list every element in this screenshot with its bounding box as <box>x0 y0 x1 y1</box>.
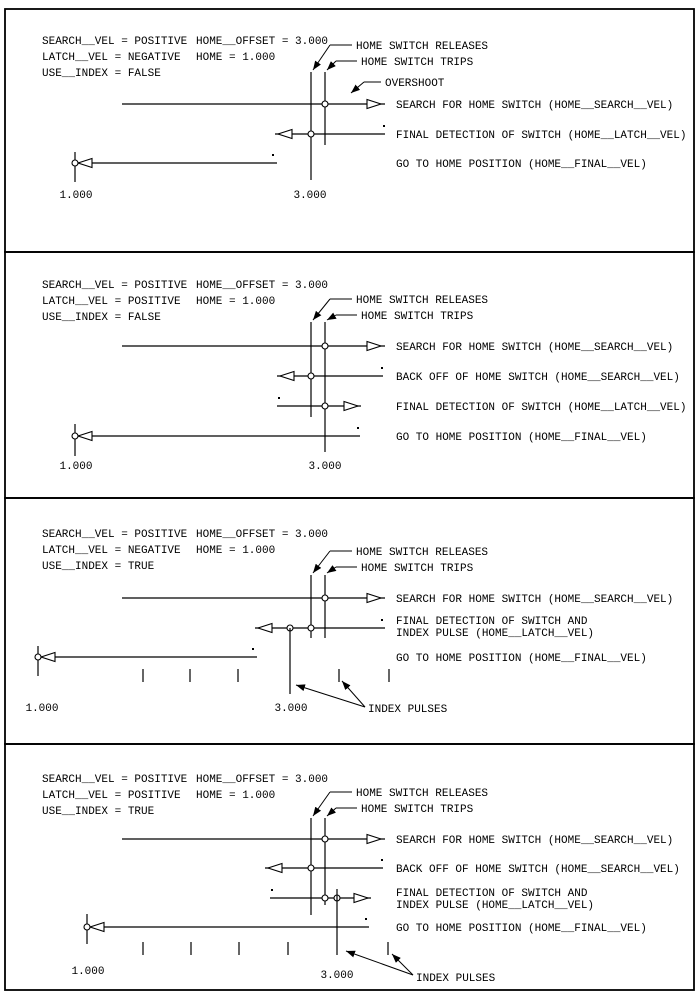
step-gohome-label: GO TO HOME POSITION (HOME__FINAL__VEL) <box>396 923 647 935</box>
param-home: HOME = 1.000 <box>196 790 276 802</box>
left-arrow-icon <box>268 864 282 873</box>
trip-point-marker <box>322 343 328 349</box>
release-point-marker <box>308 373 314 379</box>
param-search-vel: SEARCH__VEL = POSITIVE <box>42 36 188 48</box>
right-arrow-icon <box>367 342 381 351</box>
param-search-vel: SEARCH__VEL = POSITIVE <box>42 280 188 292</box>
panel-2 <box>5 252 694 498</box>
go-home-move <box>84 914 369 944</box>
release-point-marker <box>308 625 314 631</box>
index-pulses-label: INDEX PULSES <box>416 973 496 985</box>
step-search-label: SEARCH FOR HOME SWITCH (HOME__SEARCH__VEL) <box>396 342 674 354</box>
move-start-dot <box>381 619 383 621</box>
panel-3 <box>5 498 694 744</box>
param-latch-vel: LATCH__VEL = POSITIVE <box>42 296 181 308</box>
trip-point-marker <box>322 101 328 107</box>
search-move <box>122 342 385 351</box>
param-latch-vel: LATCH__VEL = NEGATIVE <box>42 545 181 557</box>
index-leader-line <box>392 954 413 975</box>
callout-trips-label: HOME SWITCH TRIPS <box>361 311 474 323</box>
param-home-offset: HOME__OFFSET = 3.000 <box>196 774 329 786</box>
callout-trips-label: HOME SWITCH TRIPS <box>361 57 474 69</box>
step-final-label: FINAL DETECTION OF SWITCH (HOME__LATCH__VEL) <box>396 402 687 414</box>
home-position-value: 1.000 <box>59 190 93 202</box>
param-home: HOME = 1.000 <box>196 545 276 557</box>
step-final-label-line2: INDEX PULSE (HOME__LATCH__VEL) <box>396 900 595 912</box>
move-start-dot <box>271 889 273 891</box>
search-move <box>122 835 385 844</box>
trip-point-marker <box>322 895 328 901</box>
param-home-offset: HOME__OFFSET = 3.000 <box>196 36 329 48</box>
callout-releases-label: HOME SWITCH RELEASES <box>356 295 489 307</box>
param-home: HOME = 1.000 <box>196 296 276 308</box>
right-arrow-icon <box>367 835 381 844</box>
final-detection-move <box>277 397 361 411</box>
index-pulses-label: INDEX PULSES <box>368 704 448 716</box>
step-final-label: FINAL DETECTION OF SWITCH (HOME__LATCH__VEL) <box>396 130 687 142</box>
param-home-offset: HOME__OFFSET = 3.000 <box>196 529 329 541</box>
left-arrow-icon <box>78 159 92 168</box>
move-start-dot <box>357 427 359 429</box>
go-home-move <box>72 152 277 182</box>
home-position-value: 1.000 <box>25 703 59 715</box>
step-backoff-label: BACK OFF OF HOME SWITCH (HOME__SEARCH__VEL) <box>396 372 680 384</box>
step-gohome-label: GO TO HOME POSITION (HOME__FINAL__VEL) <box>396 653 647 665</box>
left-arrow-icon <box>278 130 292 139</box>
offset-position-value: 3.000 <box>293 190 327 202</box>
callout-home-switch-trips <box>327 563 474 575</box>
home-point-marker <box>72 160 78 166</box>
search-move <box>122 100 385 109</box>
param-home: HOME = 1.000 <box>196 52 276 64</box>
home-position-value: 1.000 <box>59 461 93 473</box>
backoff-move <box>277 367 383 381</box>
home-position-value: 1.000 <box>71 966 105 978</box>
offset-position-value: 3.000 <box>274 703 308 715</box>
go-home-move <box>72 424 360 456</box>
release-point-marker <box>308 131 314 137</box>
callout-home-switch-trips <box>327 57 474 70</box>
param-use-index: USE__INDEX = TRUE <box>42 561 155 573</box>
search-move <box>122 594 385 603</box>
step-final-label-line1: FINAL DETECTION OF SWITCH AND <box>396 616 588 628</box>
final-detection-move <box>270 889 371 903</box>
callout-overshoot-label: OVERSHOOT <box>385 78 445 90</box>
trip-point-marker <box>322 595 328 601</box>
right-arrow-icon <box>367 100 381 109</box>
right-arrow-icon <box>367 594 381 603</box>
move-start-dot <box>365 918 367 920</box>
param-search-vel: SEARCH__VEL = POSITIVE <box>42 529 188 541</box>
offset-position-value: 3.000 <box>320 970 354 982</box>
move-start-dot <box>383 125 385 127</box>
move-start-dot <box>278 397 280 399</box>
callout-releases-label: HOME SWITCH RELEASES <box>356 547 489 559</box>
trip-point-marker <box>322 836 328 842</box>
index-leader-line <box>346 951 413 975</box>
backoff-move <box>265 859 383 873</box>
home-point-marker <box>72 433 78 439</box>
callout-trips-label: HOME SWITCH TRIPS <box>361 563 474 575</box>
offset-position-value: 3.000 <box>308 461 342 473</box>
callout-home-switch-trips <box>327 311 474 323</box>
home-point-marker <box>84 924 90 930</box>
left-arrow-icon <box>90 923 104 932</box>
param-latch-vel: LATCH__VEL = POSITIVE <box>42 790 181 802</box>
step-gohome-label: GO TO HOME POSITION (HOME__FINAL__VEL) <box>396 159 647 171</box>
move-start-dot <box>272 154 274 156</box>
trip-point-marker <box>322 403 328 409</box>
callout-overshoot <box>351 78 445 93</box>
step-final-label-line2: INDEX PULSE (HOME__LATCH__VEL) <box>396 628 595 640</box>
callout-home-switch-trips <box>327 804 474 816</box>
step-search-label: SEARCH FOR HOME SWITCH (HOME__SEARCH__VEL) <box>396 835 674 847</box>
step-search-label: SEARCH FOR HOME SWITCH (HOME__SEARCH__VEL) <box>396 100 674 112</box>
step-gohome-label: GO TO HOME POSITION (HOME__FINAL__VEL) <box>396 432 647 444</box>
move-start-dot <box>381 367 383 369</box>
home-point-marker <box>35 654 41 660</box>
callout-releases-label: HOME SWITCH RELEASES <box>356 788 489 800</box>
right-arrow-icon <box>354 894 368 903</box>
go-home-move <box>35 646 257 676</box>
param-search-vel: SEARCH__VEL = POSITIVE <box>42 774 188 786</box>
left-arrow-icon <box>41 653 55 662</box>
move-start-dot <box>381 859 383 861</box>
callout-releases-label: HOME SWITCH RELEASES <box>356 41 489 53</box>
final-detection-move <box>275 125 385 139</box>
param-latch-vel: LATCH__VEL = NEGATIVE <box>42 52 181 64</box>
move-start-dot <box>252 648 254 650</box>
param-home-offset: HOME__OFFSET = 3.000 <box>196 280 329 292</box>
final-detection-move <box>255 619 385 633</box>
panel-1 <box>5 9 694 252</box>
step-backoff-label: BACK OFF OF HOME SWITCH (HOME__SEARCH__VEL) <box>396 864 680 876</box>
right-arrow-icon <box>344 402 358 411</box>
release-point-marker <box>308 865 314 871</box>
step-search-label: SEARCH FOR HOME SWITCH (HOME__SEARCH__VEL) <box>396 594 674 606</box>
left-arrow-icon <box>78 432 92 441</box>
param-use-index: USE__INDEX = FALSE <box>42 68 161 80</box>
left-arrow-icon <box>280 372 294 381</box>
param-use-index: USE__INDEX = TRUE <box>42 806 155 818</box>
left-arrow-icon <box>258 624 272 633</box>
param-use-index: USE__INDEX = FALSE <box>42 312 161 324</box>
callout-trips-label: HOME SWITCH TRIPS <box>361 804 474 816</box>
step-final-label-line1: FINAL DETECTION OF SWITCH AND <box>396 888 588 900</box>
panel-4 <box>5 744 694 990</box>
